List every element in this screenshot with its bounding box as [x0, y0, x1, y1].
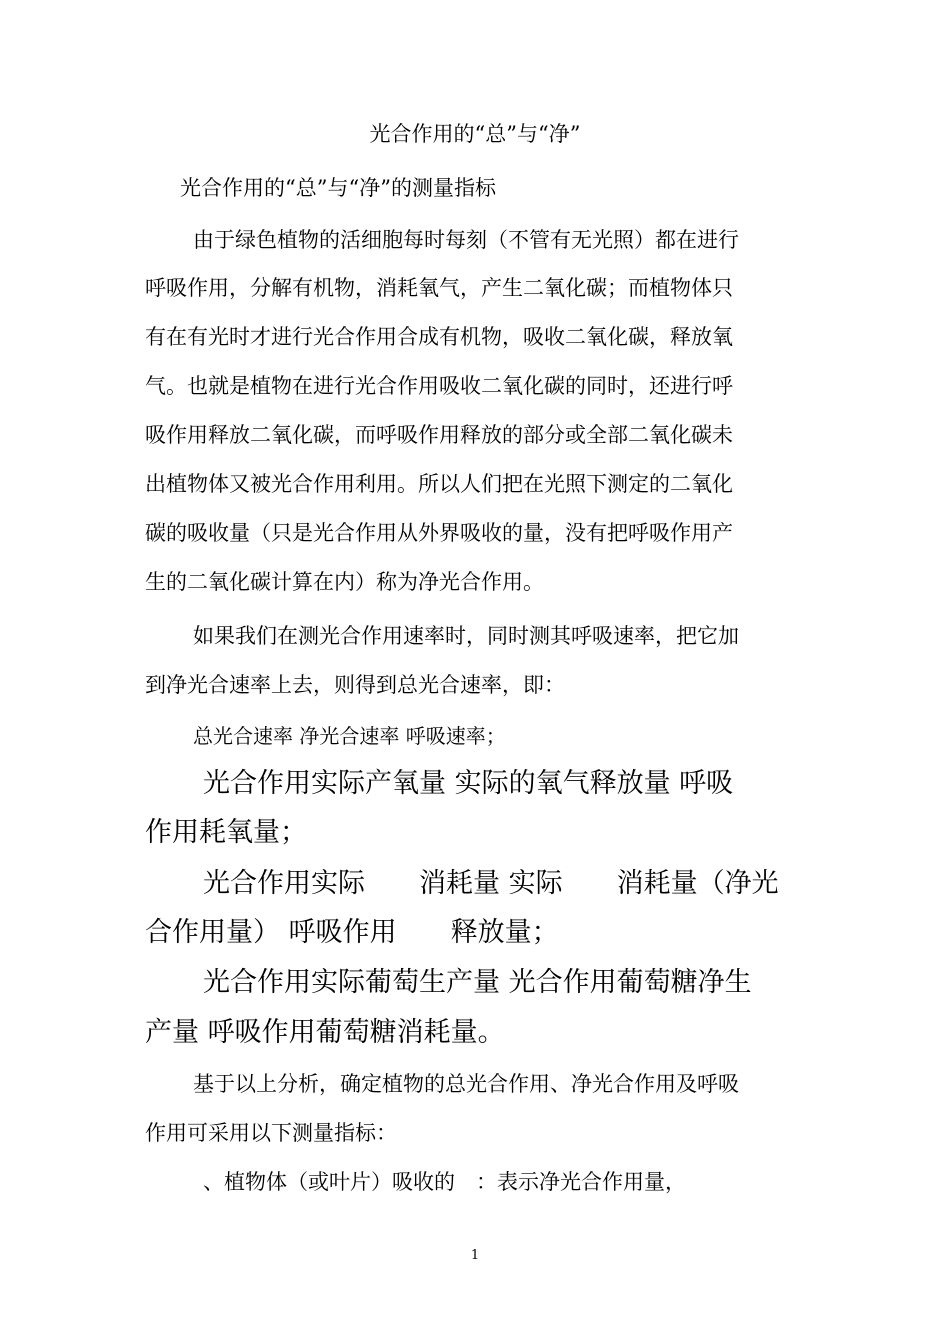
- paragraph-line: 出植物体又被光合作用利用。所以人们把在光照下测定的二氧化: [145, 472, 733, 496]
- paragraph-line: 吸作用释放二氧化碳，而呼吸作用释放的部分或全部二氧化碳未: [145, 423, 733, 447]
- formula-line: 作用耗氧量；: [145, 817, 307, 848]
- formula-line: 合作用量） 呼吸作用 释放量；: [145, 917, 559, 948]
- page-number: 1: [470, 1248, 480, 1263]
- paragraph-line: 气。也就是植物在进行光合作用吸收二氧化碳的同时，还进行呼: [145, 374, 733, 398]
- formula-line: 光合作用实际葡萄生产量 光合作用葡萄糖净生: [203, 967, 752, 998]
- list-item: 、植物体（或叶片）吸收的 ：表示净光合作用量，: [203, 1170, 686, 1194]
- paragraph-line: 有在有光时才进行光合作用合成有机物，吸收二氧化碳，释放氧: [145, 325, 733, 349]
- paragraph-line: 基于以上分析，确定植物的总光合作用、净光合作用及呼吸: [193, 1072, 739, 1096]
- paragraph-line: 碳的吸收量（只是光合作用从外界吸收的量，没有把呼吸作用产: [145, 521, 733, 545]
- formula-line: 产量 呼吸作用葡萄糖消耗量。: [145, 1017, 505, 1048]
- formula-line: 光合作用实际产氧量 实际的氧气释放量 呼吸: [203, 768, 734, 799]
- paragraph-line: 呼吸作用，分解有机物，消耗氧气，产生二氧化碳；而植物体只: [145, 276, 733, 300]
- paragraph-line: 作用可采用以下测量指标：: [145, 1121, 397, 1145]
- paragraph-line: 由于绿色植物的活细胞每时每刻（不管有无光照）都在进行: [193, 228, 739, 252]
- document-title: 光合作用的“总”与“净”: [369, 122, 581, 146]
- paragraph-line: 生的二氧化碳计算在内）称为净光合作用。: [145, 570, 544, 594]
- formula-line: 总光合速率 净光合速率 呼吸速率；: [193, 724, 506, 748]
- formula-line: 光合作用实际 消耗量 实际 消耗量（净光: [203, 868, 779, 899]
- paragraph-line: 如果我们在测光合作用速率时，同时测其呼吸速率，把它加: [193, 624, 739, 648]
- paragraph-line: 到净光合速率上去，则得到总光合速率，即：: [145, 673, 565, 697]
- section-heading: 光合作用的“总”与“净”的测量指标: [180, 176, 496, 200]
